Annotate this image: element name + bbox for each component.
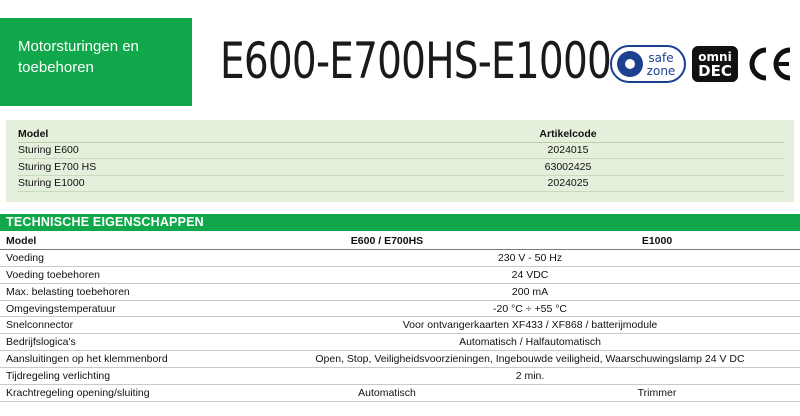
certification-logos — [610, 44, 796, 84]
article-code: 2024025 — [547, 177, 589, 190]
ce-mark-icon — [744, 44, 796, 84]
safe-zone-logo — [610, 45, 686, 83]
spec-label: Voeding — [6, 251, 44, 264]
tech-table — [0, 233, 800, 402]
table-row — [0, 284, 800, 301]
spec-value: Open, Stop, Veiligheidsvoorzieningen, Ingebouwde veiligheid, Waarschuwingslamp 24 V DC — [315, 353, 745, 366]
spec-label: Krachtregeling opening/sluiting — [6, 386, 150, 399]
table-row — [0, 385, 800, 402]
model-table — [6, 120, 794, 202]
table-row — [0, 351, 800, 368]
header-model: Model — [18, 127, 49, 140]
model-name: Sturing E1000 — [18, 177, 85, 190]
category-line-1: Motorsturingen en — [18, 38, 139, 55]
spec-value-e600: Automatisch — [358, 386, 416, 399]
spec-value: -20 °C ÷ +55 °C — [493, 302, 567, 315]
table-row — [18, 143, 784, 160]
table-row — [18, 159, 784, 176]
spec-value: 200 mA — [511, 285, 549, 298]
product-title: E600-E700HS-E1000 — [220, 32, 612, 90]
spec-value: Voor ontvangerkaarten XF433 / XF868 / batterijmodule — [402, 319, 658, 332]
tech-table-header — [0, 233, 800, 250]
table-row — [0, 301, 800, 318]
spec-label: Max. belasting toebehoren — [6, 285, 130, 298]
spec-label: Aansluitingen op het klemmenbord — [6, 353, 168, 366]
table-row — [0, 250, 800, 267]
article-code: 63002425 — [544, 160, 592, 173]
spec-label: Bedrijfslogica's — [6, 336, 76, 349]
spec-value: 24 VDC — [511, 268, 549, 281]
safe-zone-line-2: zone — [646, 64, 676, 78]
table-row — [0, 317, 800, 334]
tech-section-title: TECHNISCHE EIGENSCHAPPEN — [0, 214, 800, 231]
spec-label: Tijdregeling verlichting — [6, 370, 111, 383]
table-row — [0, 368, 800, 385]
header-article-code: Artikelcode — [539, 127, 597, 140]
model-name: Sturing E600 — [18, 144, 79, 157]
table-row — [0, 267, 800, 284]
safe-zone-line-1: safe — [648, 51, 674, 65]
page-header — [0, 0, 800, 110]
model-name: Sturing E700 HS — [18, 160, 97, 173]
header-e1000: E1000 — [641, 234, 673, 247]
spec-label: Voeding toebehoren — [6, 268, 101, 281]
omni-dec-line-1: omni — [698, 50, 732, 64]
spec-label: Snelconnector — [6, 319, 74, 332]
omni-dec-logo — [692, 46, 738, 82]
omni-dec-line-2: DEC — [698, 62, 732, 80]
spec-value: 230 V - 50 Hz — [497, 251, 563, 264]
spec-value-e1000: Trimmer — [637, 386, 677, 399]
header-e600-e700hs: E600 / E700HS — [350, 234, 424, 247]
table-row — [18, 176, 784, 193]
category-box — [0, 18, 192, 106]
spec-value: 2 min. — [515, 370, 545, 383]
spec-label: Omgevingstemperatuur — [6, 302, 116, 315]
model-table-header — [18, 126, 784, 143]
spec-value: Automatisch / Halfautomatisch — [459, 336, 601, 349]
table-row — [0, 334, 800, 351]
article-code: 2024015 — [547, 144, 589, 157]
category-line-2: toebehoren — [18, 59, 94, 76]
header-model: Model — [6, 234, 37, 247]
